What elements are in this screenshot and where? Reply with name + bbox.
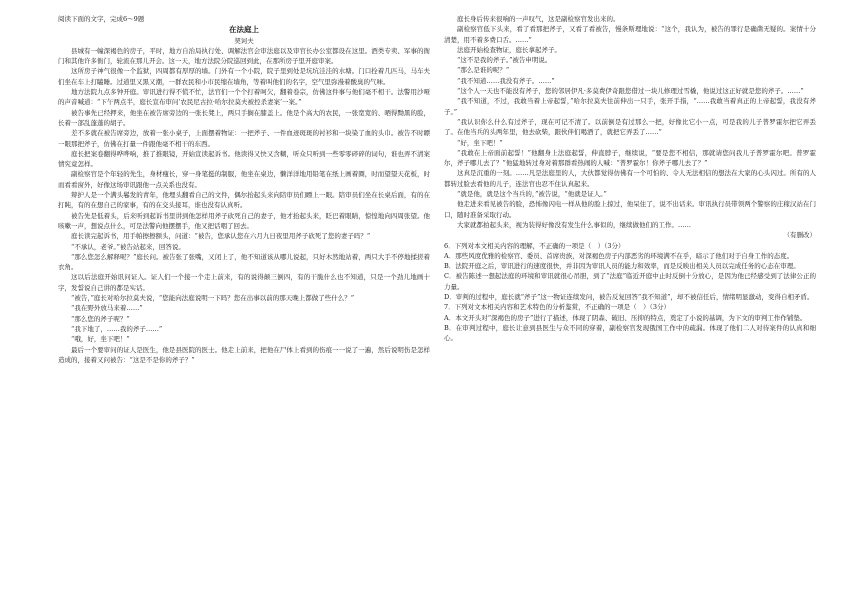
story-paragraph: 辩护人是一个满头鬈发的青年，他埋头翻看自己的文件，偶尔抬起头来向陪审员们瞟上一眼。陪审员们坐在长桌后面，有的在打盹，有的在想自己的家事，有的在交头接耳，谁也没有认真听。	[58, 191, 430, 210]
story-paragraph: “就是他，就是这个当兵的，”被告说，“他就是证人。”	[457, 190, 607, 199]
story-paragraph: 大家就都拍起头来，视为装得好像没有发生什么事似的，继续做他们的工作。……	[457, 220, 691, 229]
story-body-right	[444, 14, 816, 230]
story-title: 在法庭上	[229, 25, 259, 35]
story-paragraph: 副检察官是个年轻的先生，身材瘦长，穿一身笔挺的制服，他坐在桌边，懒洋洋地用铅笔在纸上画着圈，时而望望天花板，时而看看窗外，好像这场审讯跟他一点关系也没有。	[58, 170, 430, 189]
story-paragraph: “那么您怎么解释呢？”庭长问。被告张了张嘴，又闭上了，他不知道该从哪儿说起，只好木然地站着，两只大手不停地揉搓着衣角。	[58, 252, 430, 272]
story-paragraph: “不承认，老爷。”被告站起来，回答说。	[71, 242, 185, 251]
story-paragraph: 被告事先已经押来，他坐在被告席旁边的一张长凳上，两只手搁在膝盖上。他是个高大的农民，一张宽宽的、晒得黝黑的脸，长着一部乱蓬蓬的胡子。	[58, 108, 430, 127]
story-paragraph: 最后一个要审问的证人是医生，他是县医院的医士。他走上前来，把他在尸体上看到的伤痕一一说了一遍，然后说明伤是怎样造成的，接着又问被告：“这是不是你的斧子？”	[58, 345, 430, 364]
story-body-left	[58, 46, 430, 365]
story-paragraph: 法庭开始检查物证，庭长拿起斧子。	[457, 45, 561, 54]
story-paragraph: 庭长读完起诉书，用手帕擦擦额头，问道：“被告，您承认您在六月九日夜里用斧子砍死了您的妻子吗？”	[71, 232, 371, 241]
story-paragraph: 差不多就在被告席旁边，放着一张小桌子，上面摆着物证：一把斧子、一件血迹斑斑的衬衫和一块染了血的头巾。被告不时瞟一眼那把斧子，仿佛在打量一件跟他毫不相干的东西。	[58, 129, 430, 148]
story-paragraph: “我不知道……我没有斧子。……”	[457, 76, 555, 85]
story-paragraph: 县城有一幢深褐色的房子，平时，地方自治局执行处、调解法官会审法庭以及审官长办公室都设在这里。酒类专卖、军事的衙门和其他许多衙门，轮流在那儿开会。这一天，地方法院分院巡回到此，在那所房子里开庭审案。	[58, 46, 430, 66]
question-option: A．本文开头对“深褐色的房子”进行了描述，体现了阴森、破旧、压抑的特点，奠定了小说的基调，为下文的审判工作作铺垫。	[444, 313, 807, 322]
question-option: C．被告陈述一想起法庭的环境和审讯就很心吊胆，到了“法庭”临近开庭中止时反倒十分放心，是因为他已经感受到了法律公正的力量。	[444, 272, 816, 291]
story-paragraph: “好，坐下吧！”	[457, 138, 503, 147]
source-note: （有删改）	[783, 231, 816, 240]
story-paragraph: “哦，好，坐下吧！”	[71, 335, 130, 344]
story-paragraph: “这不是我的斧子。”被告申明说。	[457, 56, 552, 65]
story-author: 契诃夫	[234, 36, 254, 45]
story-paragraph: “我下地了，……我的斧子……”	[71, 324, 163, 333]
question-option: D．审判的过程中，庭长就“斧子”这一物证连续发问，被告反复回答“我不知道”，却不被信任后，情绪明显激动，变得自相矛盾。	[444, 293, 814, 302]
question-option: B．在审判过程中，庭长让意到县医生与众不同的穿着，副检察官发现俄国工作中的疏漏。体现了他们二人对待案件的认真和细心。	[444, 323, 816, 343]
story-paragraph: 庭长身后传来很响的一声叹气，这是副检察官发出来的。	[457, 15, 620, 23]
story-paragraph: 这所房子神气很像一个监狱，四周都有厚厚的墙。门外有一个小院，院子里到处是坑坑洼洼的水塘。门口拴着几匹马，马车夫们坐在车上打瞌睡。过道里又黑又潮，一群农民和小市民缩在墙角，等着叫他们的名字，空气里弥漫着酸臭的气味。	[58, 67, 430, 86]
question-option: A．那些风度优雅的检察官、委员、首席贵族，对深褐色房子内部恶劣的环境满不在乎，暗示了他们对于自身工作的态度。	[444, 251, 794, 260]
story-paragraph: “我在野外放马来着……”	[71, 304, 143, 313]
story-paragraph: “我认识你么什么有过斧子，现在可记不清了。以前倒是有过那么一把，好像比它小一点，可是我的儿子普罗霍尔把它弄丢了。在他当兵的头两年里，他去砍柴，跟伙伴们喝酒了，就把它弄丢了……”	[444, 117, 816, 137]
story-paragraph: 庭长把案卷翻得哗哗响，推了推眼镜，开始宣读起诉书。他读得又快又含糊，听众只听到一些零零碎碎的词句，谁也弄不清案情究竟怎样。	[58, 149, 430, 169]
question-stem: 7．下列对文本相关内容和艺术特色的分析鉴赏，不正确的一项是（ ）（3分）	[444, 303, 671, 312]
right-column	[444, 14, 816, 344]
story-paragraph: 副检察官低下头来，看了看那把斧子，又看了看被告，慢条斯理地说：“这个，我认为，被告的罪行是确凿无疑的。案情十分清楚，用不着多费口舌。……”	[444, 25, 816, 44]
story-paragraph: “那么您的斧子呢？”	[71, 314, 130, 323]
left-column	[58, 14, 430, 365]
story-paragraph: “我不知道，不过，我敢当着上帝起誓，”哈尔拉莫夫往前伸出一只手，张开手指，“……我敢当着真正的上帝起誓，我没有斧子。”	[444, 97, 816, 116]
question-stem: 6．下列对本文相关内容的理解，不正确的一项是（ ）（3分）	[444, 241, 625, 250]
questions-section	[444, 241, 816, 344]
story-paragraph: “这个人一天也不能没有斧子，您的邻居伊凡·多莫费伊奇跟您借过一块儿修理过雪橇，他说过这正好就是您的斧子。……”	[457, 87, 804, 96]
story-paragraph: “我敢在上帝面前起誓！”他翻身上法庭起誓，伸直脖子，继续说，“要是您不相信，那就请您问我儿子普罗霍尔吧。普罗霍尔，斧子哪儿去了？”他猛地转过身对着那群看热闹的人喊：“普罗霍尔！你斧子哪儿去了？”	[444, 148, 816, 168]
story-paragraph: “那么是谁的呢？”	[457, 66, 510, 75]
story-paragraph: 地方法院九点多钟开庭。审讯进行得不慌不忙，法官们一个个打着呵欠，翻着卷宗，仿佛这件事与他们毫不相干。法警用沙哑的声音喊道：“下午两点半，庭长宣布审问‘农民尼古拉·哈尔拉莫夫被控杀妻案’一案。”	[58, 88, 430, 107]
story-paragraph: 这以后法庭开始讯问证人。证人们一个接一个走上前来，有的说得颠三倒四，有的干脆什么也不知道，只是一个劲儿地画十字，发誓说自己讲的都是实话。	[58, 273, 430, 292]
reading-instruction: 阅读下面的文字，完成6～9题	[58, 15, 145, 23]
story-paragraph: 这真是沉重的一刻。……凡是法庭里的人，大伙都觉得仿佛有一个可怕的、令人无法相信的想法在大家的心头闪过。所有的人都转过脸去看他的儿子，连法官也忍不住认真起来。	[444, 169, 816, 188]
question-option: B．法院开庭之后，审讯进行的速度很快，并非因为审讯人员的能力和效率，而是反映出相关人员以完成任务的心态在审理。	[444, 262, 800, 271]
story-paragraph: 他走进来看见被告的脸，恐怖像闪电一样从他的脸上掠过，他呆住了，说不出话来。审讯执行员带领两个警察的庄稼汉站在门口，随时准备采取行动。	[444, 200, 816, 219]
story-paragraph: 被告先是低着头，后来听到起诉书里讲到他怎样用斧子砍死自己的妻子，他才抬起头来，眨巴着眼睛，惊惶地向四周张望。他咳嗽一声，想说点什么，可是法警向他摆摆手，他又把话咽了回去。	[58, 211, 430, 230]
story-paragraph: “被告，”庭长对哈尔拉莫夫说，“您能向法庭说明一下吗？您在出事以前的那天晚上都做了些什么？”	[71, 294, 355, 303]
